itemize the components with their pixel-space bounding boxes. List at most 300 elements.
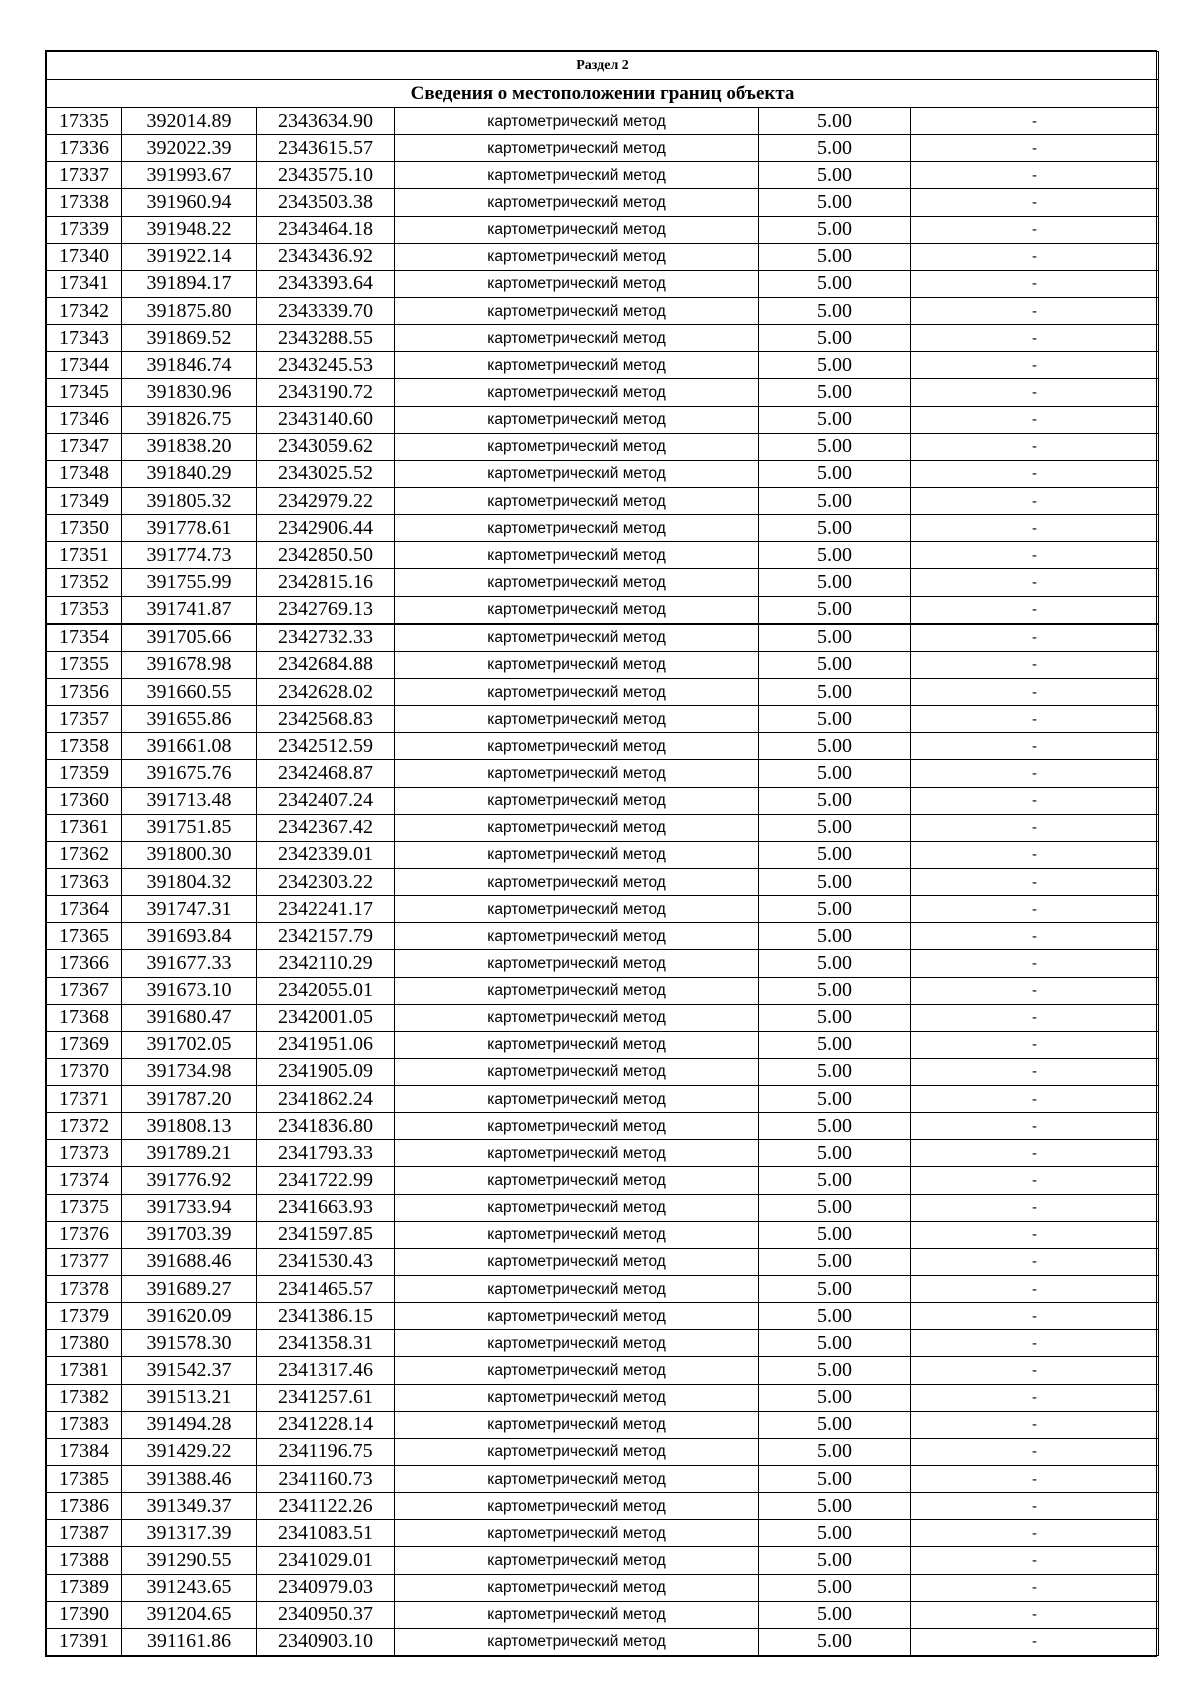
table-row xyxy=(47,706,1159,733)
y-coordinate-cell: 2342568.83 xyxy=(257,706,395,733)
table-row xyxy=(47,896,1159,923)
y-coordinate-cell: 2341386.15 xyxy=(257,1303,395,1330)
accuracy-cell: 5.00 xyxy=(759,1601,911,1628)
accuracy-cell: 5.00 xyxy=(759,569,911,596)
y-coordinate-cell: 2342303.22 xyxy=(257,868,395,895)
description-cell: - xyxy=(911,1493,1159,1520)
y-coordinate-cell: 2343615.57 xyxy=(257,135,395,162)
accuracy-cell: 5.00 xyxy=(759,1628,911,1655)
point-number-cell: 17365 xyxy=(47,923,122,950)
y-coordinate-cell: 2342339.01 xyxy=(257,841,395,868)
accuracy-cell: 5.00 xyxy=(759,542,911,569)
table-row xyxy=(47,1167,1159,1194)
y-coordinate-cell: 2341465.57 xyxy=(257,1276,395,1303)
y-coordinate-cell: 2343503.38 xyxy=(257,189,395,216)
description-cell: - xyxy=(911,460,1159,487)
description-cell: - xyxy=(911,596,1159,624)
point-number-cell: 17354 xyxy=(47,624,122,652)
x-coordinate-cell: 391693.84 xyxy=(122,923,257,950)
method-cell: картометрический метод xyxy=(395,814,759,841)
description-cell: - xyxy=(911,624,1159,652)
point-number-cell: 17374 xyxy=(47,1167,122,1194)
table-row xyxy=(47,1330,1159,1357)
accuracy-cell: 5.00 xyxy=(759,868,911,895)
point-number-cell: 17381 xyxy=(47,1357,122,1384)
method-cell: картометрический метод xyxy=(395,760,759,787)
accuracy-cell: 5.00 xyxy=(759,1574,911,1601)
table-title: Сведения о местоположении границ объекта xyxy=(47,80,1159,108)
y-coordinate-cell: 2342850.50 xyxy=(257,542,395,569)
method-cell: картометрический метод xyxy=(395,1276,759,1303)
table-row xyxy=(47,216,1159,243)
method-cell: картометрический метод xyxy=(395,297,759,324)
y-coordinate-cell: 2343059.62 xyxy=(257,433,395,460)
description-cell: - xyxy=(911,651,1159,678)
x-coordinate-cell: 391702.05 xyxy=(122,1031,257,1058)
x-coordinate-cell: 391243.65 xyxy=(122,1574,257,1601)
method-cell: картометрический метод xyxy=(395,1031,759,1058)
x-coordinate-cell: 391161.86 xyxy=(122,1628,257,1655)
point-number-cell: 17341 xyxy=(47,270,122,297)
y-coordinate-cell: 2341358.31 xyxy=(257,1330,395,1357)
y-coordinate-cell: 2342367.42 xyxy=(257,814,395,841)
accuracy-cell: 5.00 xyxy=(759,515,911,542)
description-cell: - xyxy=(911,1276,1159,1303)
y-coordinate-cell: 2343190.72 xyxy=(257,379,395,406)
x-coordinate-cell: 391494.28 xyxy=(122,1411,257,1438)
method-cell: картометрический метод xyxy=(395,1493,759,1520)
method-cell: картометрический метод xyxy=(395,868,759,895)
accuracy-cell: 5.00 xyxy=(759,1520,911,1547)
x-coordinate-cell: 391774.73 xyxy=(122,542,257,569)
method-cell: картометрический метод xyxy=(395,841,759,868)
method-cell: картометрический метод xyxy=(395,1248,759,1275)
x-coordinate-cell: 391673.10 xyxy=(122,977,257,1004)
method-cell: картометрический метод xyxy=(395,1547,759,1574)
point-number-cell: 17369 xyxy=(47,1031,122,1058)
description-cell: - xyxy=(911,1140,1159,1167)
x-coordinate-cell: 391840.29 xyxy=(122,460,257,487)
description-cell: - xyxy=(911,542,1159,569)
accuracy-cell: 5.00 xyxy=(759,433,911,460)
accuracy-cell: 5.00 xyxy=(759,1167,911,1194)
table-row xyxy=(47,189,1159,216)
point-number-cell: 17377 xyxy=(47,1248,122,1275)
table-body xyxy=(47,52,1159,1656)
description-cell: - xyxy=(911,760,1159,787)
accuracy-cell: 5.00 xyxy=(759,814,911,841)
table-row xyxy=(47,814,1159,841)
description-cell: - xyxy=(911,189,1159,216)
method-cell: картометрический метод xyxy=(395,896,759,923)
y-coordinate-cell: 2342407.24 xyxy=(257,787,395,814)
y-coordinate-cell: 2342512.59 xyxy=(257,733,395,760)
point-number-cell: 17370 xyxy=(47,1058,122,1085)
table-row xyxy=(47,651,1159,678)
accuracy-cell: 5.00 xyxy=(759,460,911,487)
point-number-cell: 17375 xyxy=(47,1194,122,1221)
point-number-cell: 17390 xyxy=(47,1601,122,1628)
table-row xyxy=(47,1493,1159,1520)
table-row xyxy=(47,433,1159,460)
description-cell: - xyxy=(911,1194,1159,1221)
accuracy-cell: 5.00 xyxy=(759,352,911,379)
table-row xyxy=(47,1357,1159,1384)
method-cell: картометрический метод xyxy=(395,379,759,406)
method-cell: картометрический метод xyxy=(395,1221,759,1248)
y-coordinate-cell: 2342001.05 xyxy=(257,1004,395,1031)
description-cell: - xyxy=(911,1411,1159,1438)
point-number-cell: 17339 xyxy=(47,216,122,243)
x-coordinate-cell: 391805.32 xyxy=(122,487,257,514)
description-cell: - xyxy=(911,1248,1159,1275)
y-coordinate-cell: 2341836.80 xyxy=(257,1113,395,1140)
point-number-cell: 17347 xyxy=(47,433,122,460)
accuracy-cell: 5.00 xyxy=(759,108,911,135)
y-coordinate-cell: 2342769.13 xyxy=(257,596,395,624)
description-cell: - xyxy=(911,1086,1159,1113)
point-number-cell: 17380 xyxy=(47,1330,122,1357)
section-title: Раздел 2 xyxy=(47,52,1159,80)
y-coordinate-cell: 2342906.44 xyxy=(257,515,395,542)
accuracy-cell: 5.00 xyxy=(759,216,911,243)
description-cell: - xyxy=(911,243,1159,270)
table-row xyxy=(47,678,1159,705)
x-coordinate-cell: 391922.14 xyxy=(122,243,257,270)
method-cell: картометрический метод xyxy=(395,787,759,814)
table-row xyxy=(47,325,1159,352)
x-coordinate-cell: 391713.48 xyxy=(122,787,257,814)
method-cell: картометрический метод xyxy=(395,135,759,162)
y-coordinate-cell: 2341905.09 xyxy=(257,1058,395,1085)
y-coordinate-cell: 2341862.24 xyxy=(257,1086,395,1113)
method-cell: картометрический метод xyxy=(395,1167,759,1194)
point-number-cell: 17358 xyxy=(47,733,122,760)
point-number-cell: 17361 xyxy=(47,814,122,841)
accuracy-cell: 5.00 xyxy=(759,1330,911,1357)
accuracy-cell: 5.00 xyxy=(759,1058,911,1085)
description-cell: - xyxy=(911,1167,1159,1194)
point-number-cell: 17335 xyxy=(47,108,122,135)
table-row xyxy=(47,270,1159,297)
y-coordinate-cell: 2343464.18 xyxy=(257,216,395,243)
x-coordinate-cell: 391678.98 xyxy=(122,651,257,678)
x-coordinate-cell: 391830.96 xyxy=(122,379,257,406)
y-coordinate-cell: 2342628.02 xyxy=(257,678,395,705)
x-coordinate-cell: 391800.30 xyxy=(122,841,257,868)
point-number-cell: 17353 xyxy=(47,596,122,624)
method-cell: картометрический метод xyxy=(395,1357,759,1384)
y-coordinate-cell: 2343393.64 xyxy=(257,270,395,297)
table-row xyxy=(47,1520,1159,1547)
boundary-coordinates-sheet xyxy=(45,50,1157,1657)
point-number-cell: 17386 xyxy=(47,1493,122,1520)
accuracy-cell: 5.00 xyxy=(759,1466,911,1493)
point-number-cell: 17378 xyxy=(47,1276,122,1303)
x-coordinate-cell: 391349.37 xyxy=(122,1493,257,1520)
description-cell: - xyxy=(911,406,1159,433)
table-row xyxy=(47,135,1159,162)
y-coordinate-cell: 2341083.51 xyxy=(257,1520,395,1547)
accuracy-cell: 5.00 xyxy=(759,760,911,787)
y-coordinate-cell: 2341228.14 xyxy=(257,1411,395,1438)
table-row xyxy=(47,1221,1159,1248)
table-row xyxy=(47,108,1159,135)
table-row xyxy=(47,787,1159,814)
description-cell: - xyxy=(911,325,1159,352)
point-number-cell: 17388 xyxy=(47,1547,122,1574)
point-number-cell: 17352 xyxy=(47,569,122,596)
method-cell: картометрический метод xyxy=(395,678,759,705)
method-cell: картометрический метод xyxy=(395,569,759,596)
description-cell: - xyxy=(911,433,1159,460)
x-coordinate-cell: 391290.55 xyxy=(122,1547,257,1574)
x-coordinate-cell: 391755.99 xyxy=(122,569,257,596)
point-number-cell: 17387 xyxy=(47,1520,122,1547)
description-cell: - xyxy=(911,487,1159,514)
accuracy-cell: 5.00 xyxy=(759,1113,911,1140)
x-coordinate-cell: 391734.98 xyxy=(122,1058,257,1085)
table-row xyxy=(47,542,1159,569)
table-row xyxy=(47,1113,1159,1140)
table-row xyxy=(47,406,1159,433)
table-row xyxy=(47,1438,1159,1465)
accuracy-cell: 5.00 xyxy=(759,977,911,1004)
x-coordinate-cell: 391429.22 xyxy=(122,1438,257,1465)
accuracy-cell: 5.00 xyxy=(759,1194,911,1221)
point-number-cell: 17357 xyxy=(47,706,122,733)
table-row xyxy=(47,950,1159,977)
method-cell: картометрический метод xyxy=(395,1601,759,1628)
y-coordinate-cell: 2341160.73 xyxy=(257,1466,395,1493)
x-coordinate-cell: 391661.08 xyxy=(122,733,257,760)
point-number-cell: 17391 xyxy=(47,1628,122,1655)
method-cell: картометрический метод xyxy=(395,706,759,733)
description-cell: - xyxy=(911,297,1159,324)
x-coordinate-cell: 391513.21 xyxy=(122,1384,257,1411)
table-row xyxy=(47,515,1159,542)
method-cell: картометрический метод xyxy=(395,487,759,514)
description-cell: - xyxy=(911,1357,1159,1384)
x-coordinate-cell: 391689.27 xyxy=(122,1276,257,1303)
point-number-cell: 17362 xyxy=(47,841,122,868)
method-cell: картометрический метод xyxy=(395,189,759,216)
description-cell: - xyxy=(911,1058,1159,1085)
method-cell: картометрический метод xyxy=(395,162,759,189)
method-cell: картометрический метод xyxy=(395,1086,759,1113)
description-cell: - xyxy=(911,678,1159,705)
description-cell: - xyxy=(911,1466,1159,1493)
description-cell: - xyxy=(911,868,1159,895)
x-coordinate-cell: 391317.39 xyxy=(122,1520,257,1547)
x-coordinate-cell: 391680.47 xyxy=(122,1004,257,1031)
description-cell: - xyxy=(911,923,1159,950)
description-cell: - xyxy=(911,1031,1159,1058)
y-coordinate-cell: 2341029.01 xyxy=(257,1547,395,1574)
accuracy-cell: 5.00 xyxy=(759,1248,911,1275)
method-cell: картометрический метод xyxy=(395,243,759,270)
method-cell: картометрический метод xyxy=(395,460,759,487)
point-number-cell: 17342 xyxy=(47,297,122,324)
point-number-cell: 17385 xyxy=(47,1466,122,1493)
x-coordinate-cell: 391733.94 xyxy=(122,1194,257,1221)
y-coordinate-cell: 2342732.33 xyxy=(257,624,395,652)
table-row xyxy=(47,1086,1159,1113)
method-cell: картометрический метод xyxy=(395,651,759,678)
accuracy-cell: 5.00 xyxy=(759,135,911,162)
description-cell: - xyxy=(911,216,1159,243)
y-coordinate-cell: 2341793.33 xyxy=(257,1140,395,1167)
accuracy-cell: 5.00 xyxy=(759,651,911,678)
point-number-cell: 17356 xyxy=(47,678,122,705)
accuracy-cell: 5.00 xyxy=(759,379,911,406)
accuracy-cell: 5.00 xyxy=(759,706,911,733)
table-row xyxy=(47,379,1159,406)
method-cell: картометрический метод xyxy=(395,1194,759,1221)
method-cell: картометрический метод xyxy=(395,542,759,569)
table-row xyxy=(47,1601,1159,1628)
accuracy-cell: 5.00 xyxy=(759,923,911,950)
table-row xyxy=(47,162,1159,189)
y-coordinate-cell: 2341597.85 xyxy=(257,1221,395,1248)
x-coordinate-cell: 391751.85 xyxy=(122,814,257,841)
point-number-cell: 17351 xyxy=(47,542,122,569)
description-cell: - xyxy=(911,1384,1159,1411)
table-row xyxy=(47,977,1159,1004)
x-coordinate-cell: 391846.74 xyxy=(122,352,257,379)
table-row xyxy=(47,868,1159,895)
x-coordinate-cell: 391894.17 xyxy=(122,270,257,297)
x-coordinate-cell: 391542.37 xyxy=(122,1357,257,1384)
x-coordinate-cell: 391776.92 xyxy=(122,1167,257,1194)
table-row xyxy=(47,923,1159,950)
point-number-cell: 17355 xyxy=(47,651,122,678)
description-cell: - xyxy=(911,1547,1159,1574)
x-coordinate-cell: 391826.75 xyxy=(122,406,257,433)
method-cell: картометрический метод xyxy=(395,733,759,760)
x-coordinate-cell: 392014.89 xyxy=(122,108,257,135)
table-row xyxy=(47,1384,1159,1411)
point-number-cell: 17389 xyxy=(47,1574,122,1601)
accuracy-cell: 5.00 xyxy=(759,1004,911,1031)
table-row xyxy=(47,841,1159,868)
table-row xyxy=(47,460,1159,487)
x-coordinate-cell: 392022.39 xyxy=(122,135,257,162)
accuracy-cell: 5.00 xyxy=(759,1547,911,1574)
point-number-cell: 17346 xyxy=(47,406,122,433)
accuracy-cell: 5.00 xyxy=(759,787,911,814)
method-cell: картометрический метод xyxy=(395,624,759,652)
point-number-cell: 17344 xyxy=(47,352,122,379)
y-coordinate-cell: 2341122.26 xyxy=(257,1493,395,1520)
table-row xyxy=(47,733,1159,760)
description-cell: - xyxy=(911,1601,1159,1628)
y-coordinate-cell: 2341722.99 xyxy=(257,1167,395,1194)
description-cell: - xyxy=(911,1330,1159,1357)
y-coordinate-cell: 2343339.70 xyxy=(257,297,395,324)
point-number-cell: 17382 xyxy=(47,1384,122,1411)
y-coordinate-cell: 2343634.90 xyxy=(257,108,395,135)
description-cell: - xyxy=(911,787,1159,814)
description-cell: - xyxy=(911,162,1159,189)
method-cell: картометрический метод xyxy=(395,1330,759,1357)
table-row xyxy=(47,1276,1159,1303)
accuracy-cell: 5.00 xyxy=(759,406,911,433)
y-coordinate-cell: 2343025.52 xyxy=(257,460,395,487)
table-row xyxy=(47,1628,1159,1655)
table-row xyxy=(47,1547,1159,1574)
point-number-cell: 17338 xyxy=(47,189,122,216)
point-number-cell: 17364 xyxy=(47,896,122,923)
point-number-cell: 17384 xyxy=(47,1438,122,1465)
x-coordinate-cell: 391655.86 xyxy=(122,706,257,733)
method-cell: картометрический метод xyxy=(395,1384,759,1411)
table-row xyxy=(47,243,1159,270)
y-coordinate-cell: 2341530.43 xyxy=(257,1248,395,1275)
method-cell: картометрический метод xyxy=(395,1004,759,1031)
description-cell: - xyxy=(911,569,1159,596)
method-cell: картометрический метод xyxy=(395,1628,759,1655)
y-coordinate-cell: 2341257.61 xyxy=(257,1384,395,1411)
table-row xyxy=(47,1058,1159,1085)
x-coordinate-cell: 391204.65 xyxy=(122,1601,257,1628)
description-cell: - xyxy=(911,896,1159,923)
method-cell: картометрический метод xyxy=(395,325,759,352)
accuracy-cell: 5.00 xyxy=(759,162,911,189)
description-cell: - xyxy=(911,950,1159,977)
table-row xyxy=(47,1303,1159,1330)
table-row xyxy=(47,596,1159,624)
table-row xyxy=(47,352,1159,379)
accuracy-cell: 5.00 xyxy=(759,1221,911,1248)
description-cell: - xyxy=(911,1628,1159,1655)
table-row xyxy=(47,1411,1159,1438)
table-title-row xyxy=(47,80,1159,108)
table-row xyxy=(47,297,1159,324)
method-cell: картометрический метод xyxy=(395,596,759,624)
point-number-cell: 17367 xyxy=(47,977,122,1004)
x-coordinate-cell: 391578.30 xyxy=(122,1330,257,1357)
y-coordinate-cell: 2342684.88 xyxy=(257,651,395,678)
accuracy-cell: 5.00 xyxy=(759,1140,911,1167)
x-coordinate-cell: 391747.31 xyxy=(122,896,257,923)
x-coordinate-cell: 391948.22 xyxy=(122,216,257,243)
method-cell: картометрический метод xyxy=(395,950,759,977)
x-coordinate-cell: 391787.20 xyxy=(122,1086,257,1113)
point-number-cell: 17363 xyxy=(47,868,122,895)
x-coordinate-cell: 391675.76 xyxy=(122,760,257,787)
table-row xyxy=(47,487,1159,514)
point-number-cell: 17373 xyxy=(47,1140,122,1167)
x-coordinate-cell: 391660.55 xyxy=(122,678,257,705)
y-coordinate-cell: 2340950.37 xyxy=(257,1601,395,1628)
point-number-cell: 17348 xyxy=(47,460,122,487)
y-coordinate-cell: 2342241.17 xyxy=(257,896,395,923)
table-row xyxy=(47,1031,1159,1058)
y-coordinate-cell: 2340903.10 xyxy=(257,1628,395,1655)
table-row xyxy=(47,1004,1159,1031)
accuracy-cell: 5.00 xyxy=(759,1411,911,1438)
x-coordinate-cell: 391778.61 xyxy=(122,515,257,542)
y-coordinate-cell: 2342468.87 xyxy=(257,760,395,787)
y-coordinate-cell: 2343436.92 xyxy=(257,243,395,270)
point-number-cell: 17366 xyxy=(47,950,122,977)
accuracy-cell: 5.00 xyxy=(759,841,911,868)
accuracy-cell: 5.00 xyxy=(759,325,911,352)
accuracy-cell: 5.00 xyxy=(759,596,911,624)
point-number-cell: 17379 xyxy=(47,1303,122,1330)
y-coordinate-cell: 2341951.06 xyxy=(257,1031,395,1058)
